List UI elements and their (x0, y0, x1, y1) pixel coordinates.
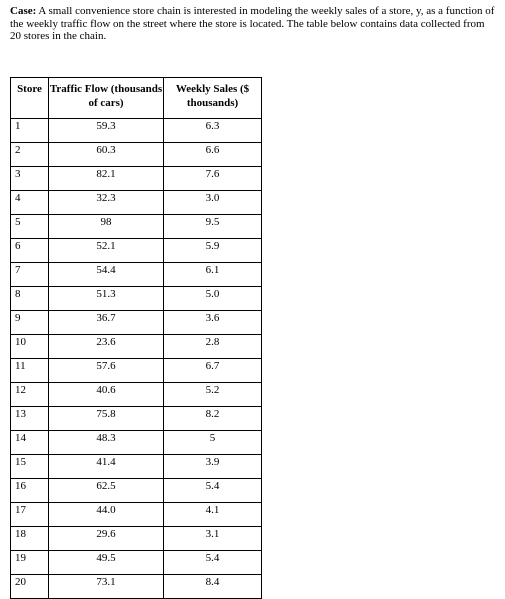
table-row (11, 527, 262, 551)
cell-traffic-flow: 62.5 (49, 479, 164, 503)
header-weekly-sales: Weekly Sales ($ thousands) (164, 78, 262, 119)
cell-weekly-sales: 3.0 (164, 191, 262, 215)
cell-traffic-flow: 52.1 (49, 239, 164, 263)
table-header-row (11, 78, 262, 119)
cell-weekly-sales: 3.1 (164, 527, 262, 551)
cell-store: 12 (11, 383, 49, 407)
cell-store: 7 (11, 263, 49, 287)
header-store: Store (11, 78, 49, 119)
table-row (11, 215, 262, 239)
table-row (11, 143, 262, 167)
cell-traffic-flow: 60.3 (49, 143, 164, 167)
table-row (11, 503, 262, 527)
cell-store: 20 (11, 575, 49, 599)
cell-traffic-flow: 82.1 (49, 167, 164, 191)
table-row (11, 191, 262, 215)
stores-data-table (10, 77, 262, 599)
cell-store: 13 (11, 407, 49, 431)
cell-traffic-flow: 54.4 (49, 263, 164, 287)
cell-weekly-sales: 3.9 (164, 455, 262, 479)
case-label: Case: (10, 5, 37, 17)
cell-weekly-sales: 8.4 (164, 575, 262, 599)
cell-traffic-flow: 29.6 (49, 527, 164, 551)
cell-weekly-sales: 4.1 (164, 503, 262, 527)
cell-weekly-sales: 6.3 (164, 119, 262, 143)
header-traffic-flow: Traffic Flow (thousands of cars) (49, 78, 164, 119)
cell-traffic-flow: 40.6 (49, 383, 164, 407)
cell-weekly-sales: 5.2 (164, 383, 262, 407)
cell-weekly-sales: 6.7 (164, 359, 262, 383)
table-row (11, 167, 262, 191)
case-text: A small convenience store chain is interested in modeling the weekly sales of a store, y, as a function of the weekly traffic flow on the street where the store is located. The table below contains data collected from 20 stores in the chain. (10, 5, 495, 42)
cell-store: 1 (11, 119, 49, 143)
cell-weekly-sales: 9.5 (164, 215, 262, 239)
table-row (11, 407, 262, 431)
case-description (10, 5, 498, 43)
cell-store: 8 (11, 287, 49, 311)
cell-store: 14 (11, 431, 49, 455)
table-row (11, 287, 262, 311)
cell-store: 5 (11, 215, 49, 239)
cell-store: 11 (11, 359, 49, 383)
cell-store: 4 (11, 191, 49, 215)
cell-store: 17 (11, 503, 49, 527)
cell-store: 3 (11, 167, 49, 191)
cell-store: 6 (11, 239, 49, 263)
cell-store: 10 (11, 335, 49, 359)
cell-traffic-flow: 36.7 (49, 311, 164, 335)
cell-traffic-flow: 98 (49, 215, 164, 239)
cell-weekly-sales: 5.9 (164, 239, 262, 263)
table-row (11, 263, 262, 287)
cell-traffic-flow: 57.6 (49, 359, 164, 383)
cell-weekly-sales: 5 (164, 431, 262, 455)
cell-traffic-flow: 75.8 (49, 407, 164, 431)
cell-traffic-flow: 73.1 (49, 575, 164, 599)
cell-weekly-sales: 5.4 (164, 551, 262, 575)
cell-traffic-flow: 51.3 (49, 287, 164, 311)
cell-store: 2 (11, 143, 49, 167)
table-row (11, 383, 262, 407)
cell-traffic-flow: 44.0 (49, 503, 164, 527)
cell-weekly-sales: 5.4 (164, 479, 262, 503)
table-row (11, 239, 262, 263)
table-row (11, 359, 262, 383)
cell-weekly-sales: 2.8 (164, 335, 262, 359)
cell-weekly-sales: 6.1 (164, 263, 262, 287)
table-row (11, 551, 262, 575)
cell-weekly-sales: 8.2 (164, 407, 262, 431)
cell-weekly-sales: 5.0 (164, 287, 262, 311)
cell-store: 16 (11, 479, 49, 503)
cell-traffic-flow: 48.3 (49, 431, 164, 455)
cell-store: 18 (11, 527, 49, 551)
table-row (11, 455, 262, 479)
table-row (11, 431, 262, 455)
cell-traffic-flow: 59.3 (49, 119, 164, 143)
cell-store: 19 (11, 551, 49, 575)
cell-store: 15 (11, 455, 49, 479)
table-row (11, 119, 262, 143)
cell-weekly-sales: 3.6 (164, 311, 262, 335)
table-row (11, 479, 262, 503)
table-body (11, 119, 262, 599)
cell-weekly-sales: 6.6 (164, 143, 262, 167)
cell-traffic-flow: 23.6 (49, 335, 164, 359)
cell-traffic-flow: 41.4 (49, 455, 164, 479)
table-row (11, 335, 262, 359)
table-row (11, 311, 262, 335)
cell-traffic-flow: 49.5 (49, 551, 164, 575)
cell-store: 9 (11, 311, 49, 335)
cell-traffic-flow: 32.3 (49, 191, 164, 215)
cell-weekly-sales: 7.6 (164, 167, 262, 191)
table-row (11, 575, 262, 599)
